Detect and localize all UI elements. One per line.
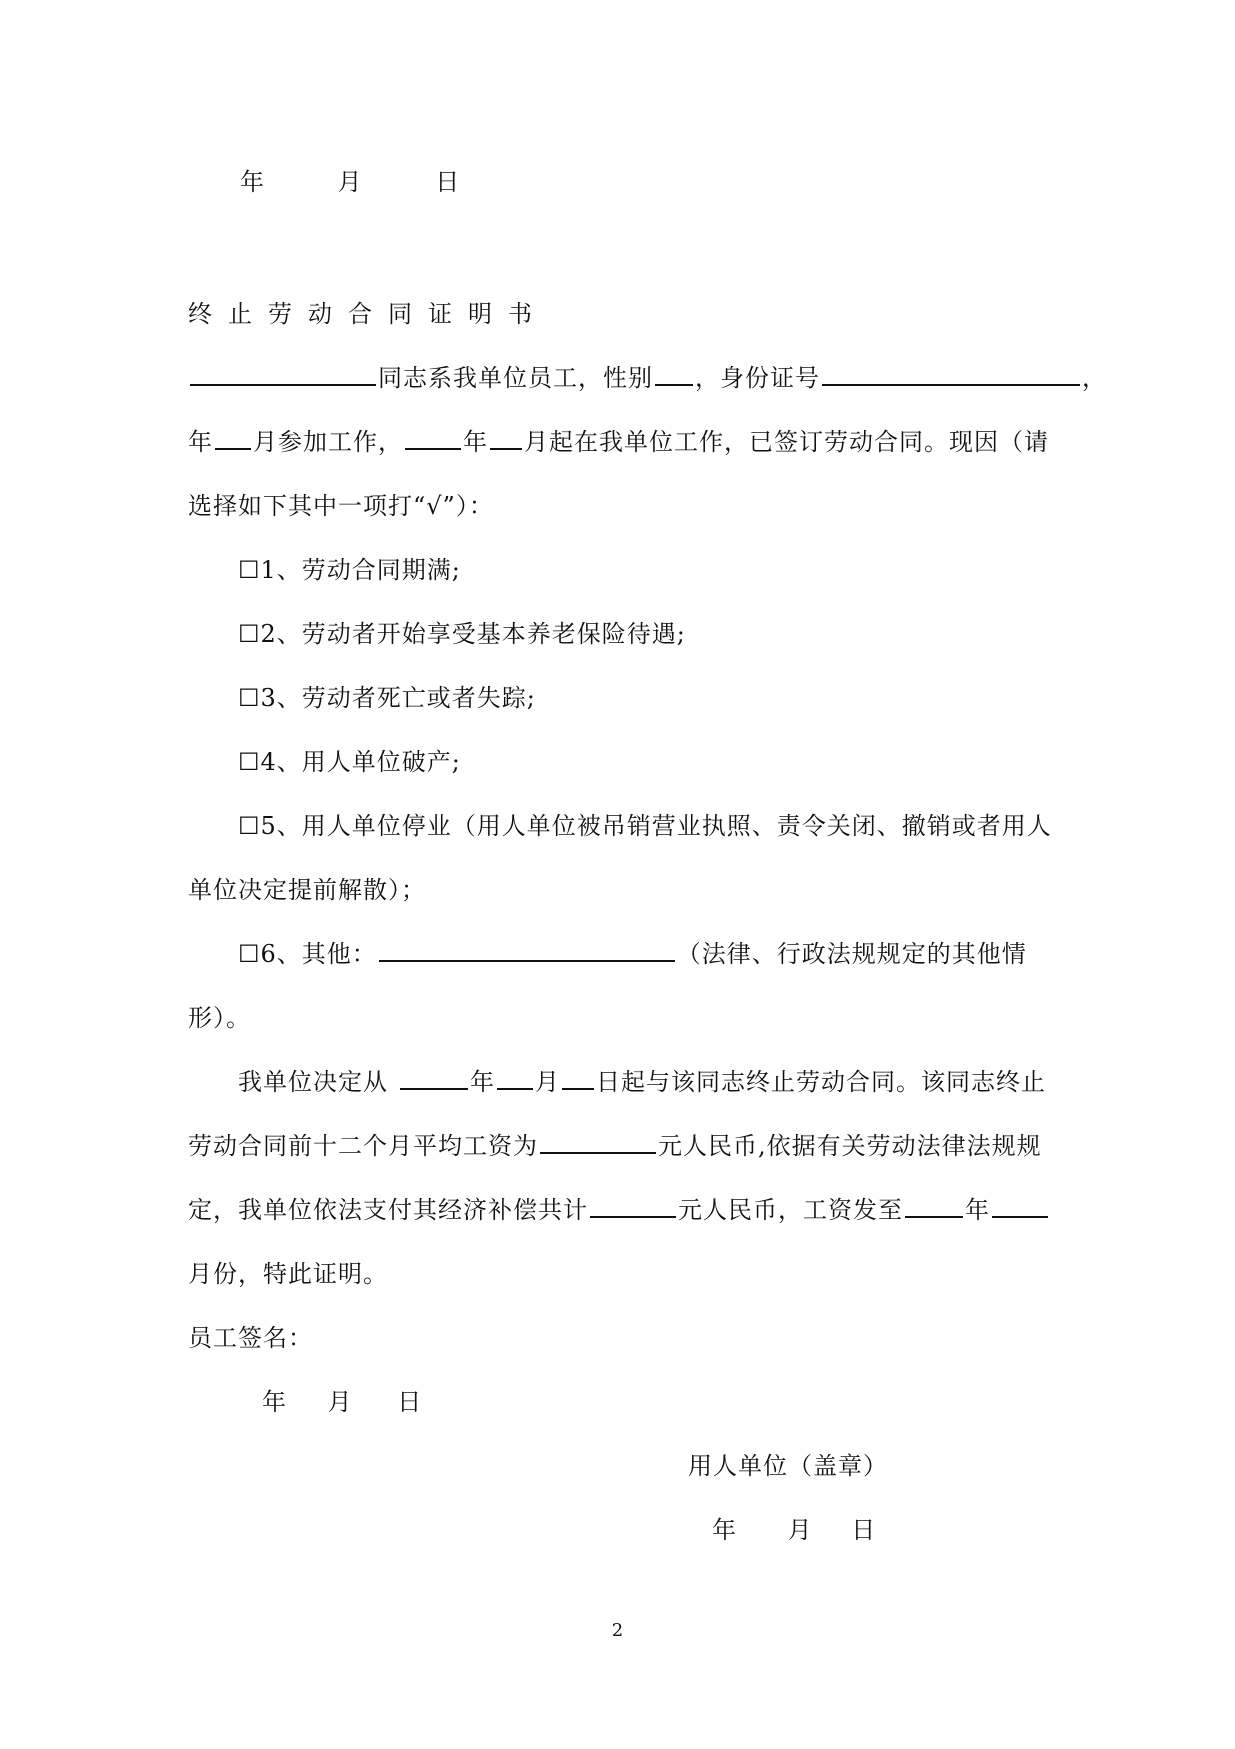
option-6-suffix: （法律、行政法规规定的其他情 [676,940,1027,968]
top-date-day: 日 [435,168,461,196]
option-3-text: 3、劳动者死亡或者失踪; [260,684,536,712]
salary-until-year-blank [905,1194,963,1218]
employer-date-day: 日 [851,1516,877,1544]
option-1-text: 1、劳动合同期满; [260,556,461,584]
checkbox-icon[interactable]: ☐ [238,940,261,968]
employee-signature-label: 员工签名： [188,1324,313,1352]
para1-line1 [188,362,1107,394]
employer-date-year: 年 [712,1516,737,1544]
para1-line1-b: ，身份证号 [695,364,820,392]
name-blank [190,362,376,386]
terminate-year-blank [400,1066,468,1090]
para2-line4: 月份，特此证明。 [188,1260,388,1288]
employee-date-month: 月 [327,1388,353,1416]
para1-line2-a: 年 [188,428,213,456]
option-5 [238,810,1052,842]
para2-line3-a: 定，我单位依法支付其经济补偿共计 [188,1196,588,1224]
checkbox-icon[interactable]: ☐ [238,620,261,648]
employer-date-month: 月 [787,1516,813,1544]
employee-date-day: 日 [397,1388,423,1416]
gender-blank [655,362,693,386]
option-6-continuation: 形）。 [188,1004,251,1032]
employee-date [262,1386,422,1418]
average-salary-blank [540,1130,656,1154]
option-5-continuation: 单位决定提前解散）； [188,876,426,904]
para1-line2-c: 年 [463,428,488,456]
para2-line1 [238,1066,1046,1098]
id-number-blank [822,362,1080,386]
terminate-day-blank [562,1066,594,1090]
option-4-text: 4、用人单位破产; [260,748,461,776]
option-2-text: 2、劳动者开始享受基本养老保险待遇; [260,620,686,648]
work-start-month-blank [215,426,251,450]
page-number: 2 [611,1620,624,1641]
para1-line1-c: ， [1082,364,1107,392]
option-2 [238,618,686,650]
para1-line2-b: 月参加工作， [253,428,403,456]
employer-date [712,1514,876,1546]
join-year-blank [405,426,461,450]
para2-line2 [188,1130,1042,1162]
checkbox-icon[interactable]: ☐ [238,812,261,840]
para1-line3: 选择如下其中一项打“√”）： [188,492,494,520]
option-5-text: 5、用人单位停业（用人单位被吊销营业执照、责令关闭、撤销或者用人 [260,812,1052,840]
option-6-label: 6、其他： [260,940,377,968]
top-date-year: 年 [240,168,265,196]
para2-line3-c: 年 [965,1196,990,1224]
para2-line1-d: 日起与该同志终止劳动合同。该同志终止 [596,1068,1046,1096]
top-date [240,166,460,198]
document-title: 终止劳动合同证明书 [188,300,548,328]
option-6 [238,938,1027,970]
para2-line3 [188,1194,1050,1226]
para2-line2-b: 元人民币,依据有关劳动法律法规规 [658,1132,1042,1160]
checkbox-icon[interactable]: ☐ [238,556,261,584]
other-reason-blank [379,938,675,962]
checkbox-icon[interactable]: ☐ [238,684,261,712]
para1-line2 [188,426,1049,458]
top-date-month: 月 [337,168,363,196]
salary-until-month-blank [992,1194,1048,1218]
para1-line1-a: 同志系我单位员工，性别 [378,364,653,392]
para2-line3-b: 元人民币，工资发至 [678,1196,903,1224]
para2-line2-a: 劳动合同前十二个月平均工资为 [188,1132,538,1160]
para2-line1-a: 我单位决定从 [238,1068,388,1096]
option-3 [238,682,536,714]
option-4 [238,746,461,778]
employee-date-year: 年 [262,1388,287,1416]
terminate-month-blank [497,1066,533,1090]
para2-line1-c: 月 [535,1068,560,1096]
join-month-blank [490,426,522,450]
checkbox-icon[interactable]: ☐ [238,748,261,776]
compensation-blank [590,1194,676,1218]
para1-line2-d: 月起在我单位工作，已签订劳动合同。现因（请 [524,428,1049,456]
employer-stamp-label: 用人单位（盖章） [688,1452,888,1480]
para2-line1-b: 年 [470,1068,495,1096]
option-1 [238,554,461,586]
